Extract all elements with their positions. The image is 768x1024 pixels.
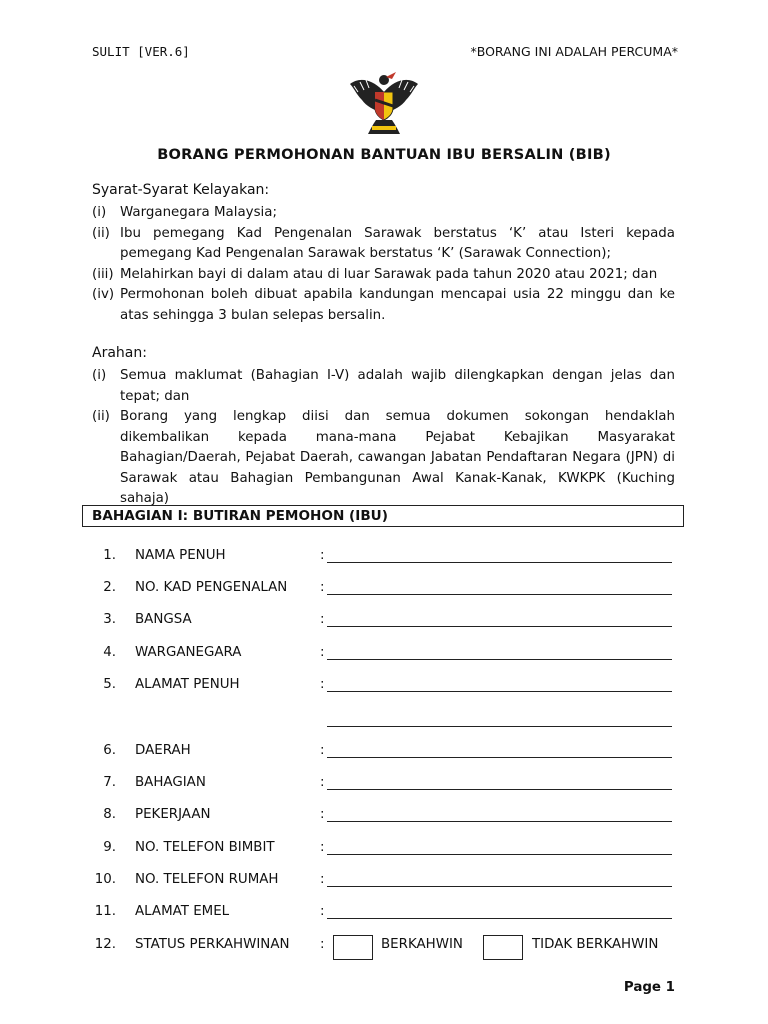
field-label: NO. TELEFON BIMBIT [135, 840, 275, 855]
ic-number-field[interactable] [327, 594, 672, 595]
list-item: (iii) Melahirkan bayi di dalam atau di luar Sarawak pada tahun 2020 atau 2021; dan [92, 266, 658, 282]
occupation-field[interactable] [327, 821, 672, 822]
page-number: Page 1 [623, 980, 675, 995]
free-form-notice: *BORANG INI ADALAH PERCUMA* [470, 44, 678, 59]
list-item: (iv) Permohonan boleh dibuat apabila kandungan mencapai usia 22 minggu dan ke atas sehingga 3 bulan selepas bersalin. [92, 287, 675, 323]
field-row-ic-number: 2. NO. KAD PENGENALAN : [0, 580, 768, 600]
field-row-mobile-phone: 9. NO. TELEFON BIMBIT : [0, 840, 768, 860]
unmarried-checkbox[interactable] [483, 935, 523, 960]
mobile-phone-field[interactable] [327, 854, 672, 855]
classification-label: SULIT [VER.6] [92, 44, 190, 59]
field-label: ALAMAT EMEL [135, 904, 230, 919]
section-1-header [82, 505, 684, 527]
full-name-field[interactable] [327, 562, 672, 563]
field-row-full-name: 1. NAMA PENUH : [0, 548, 768, 568]
district-field[interactable] [327, 757, 672, 758]
field-label: NO. TELEFON RUMAH [135, 872, 279, 887]
section-1-title: BAHAGIAN I: BUTIRAN PEMOHON (IBU) [92, 508, 388, 524]
unmarried-option-label: TIDAK BERKAHWIN [532, 937, 659, 952]
field-label: ALAMAT PENUH [135, 677, 240, 692]
field-label: PEKERJAAN [135, 807, 211, 822]
field-row-marital-status: 12. STATUS PERKAHWINAN : [94, 937, 325, 952]
address-field-line-2[interactable] [327, 726, 672, 727]
married-checkbox[interactable] [333, 935, 373, 960]
field-row-race: 3. BANGSA : [0, 612, 768, 632]
field-label: BAHAGIAN [135, 775, 206, 790]
race-field[interactable] [327, 626, 672, 627]
address-field[interactable] [327, 691, 672, 692]
field-label: BANGSA [135, 612, 192, 627]
instructions-list [92, 366, 675, 510]
eligibility-heading: Syarat-Syarat Kelayakan: [92, 182, 270, 198]
instructions-heading: Arahan: [92, 345, 147, 361]
email-field[interactable] [327, 918, 672, 919]
list-item: (i) Warganegara Malaysia; [92, 205, 277, 220]
field-label: NO. KAD PENGENALAN [135, 580, 288, 595]
field-row-occupation: 8. PEKERJAAN : [0, 807, 768, 827]
field-label: WARGANEGARA [135, 645, 242, 660]
field-label: NAMA PENUH [135, 548, 226, 563]
sarawak-hornbill-crest-icon [346, 70, 422, 136]
citizenship-field[interactable] [327, 659, 672, 660]
field-row-division: 7. BAHAGIAN : [0, 775, 768, 795]
married-option-label: BERKAHWIN [381, 937, 463, 952]
field-label: STATUS PERKAHWINAN [135, 937, 290, 952]
field-row-home-phone: 10. NO. TELEFON RUMAH : [0, 872, 768, 892]
list-item: (i) Semua maklumat (Bahagian I-V) adalah wajib dilengkapkan dengan jelas dan tepat; dan [92, 368, 675, 404]
field-row-address: 5. ALAMAT PENUH : [0, 677, 768, 697]
field-row-district: 6. DAERAH : [0, 743, 768, 763]
division-field[interactable] [327, 789, 672, 790]
field-row-email: 11. ALAMAT EMEL : [0, 904, 768, 924]
eligibility-list [92, 203, 675, 326]
field-label: DAERAH [135, 743, 191, 758]
list-item: (ii) Borang yang lengkap diisi dan semua dokumen sokongan hendaklah dikembalikan kepada mana-mana Pejabat Kebajikan Masyarakat Bahagian/Daerah, Pejabat Daerah, cawangan Jabatan Pendaftaran Negara (JPN) di Sarawak atau Bahagian Pembangunan Awal Kanak-Kanak, KWKPK (Kuching sahaja) [92, 409, 675, 506]
list-item: (ii) Ibu pemegang Kad Pengenalan Sarawak berstatus ‘K’ atau Isteri kepada pemegang Kad Pengenalan Sarawak berstatus ‘K’ (Sarawak Connection); [92, 225, 675, 261]
home-phone-field[interactable] [327, 886, 672, 887]
field-row-citizenship: 4. WARGANEGARA : [0, 645, 768, 665]
form-title: BORANG PERMOHONAN BANTUAN IBU BERSALIN (BIB) [157, 146, 611, 163]
